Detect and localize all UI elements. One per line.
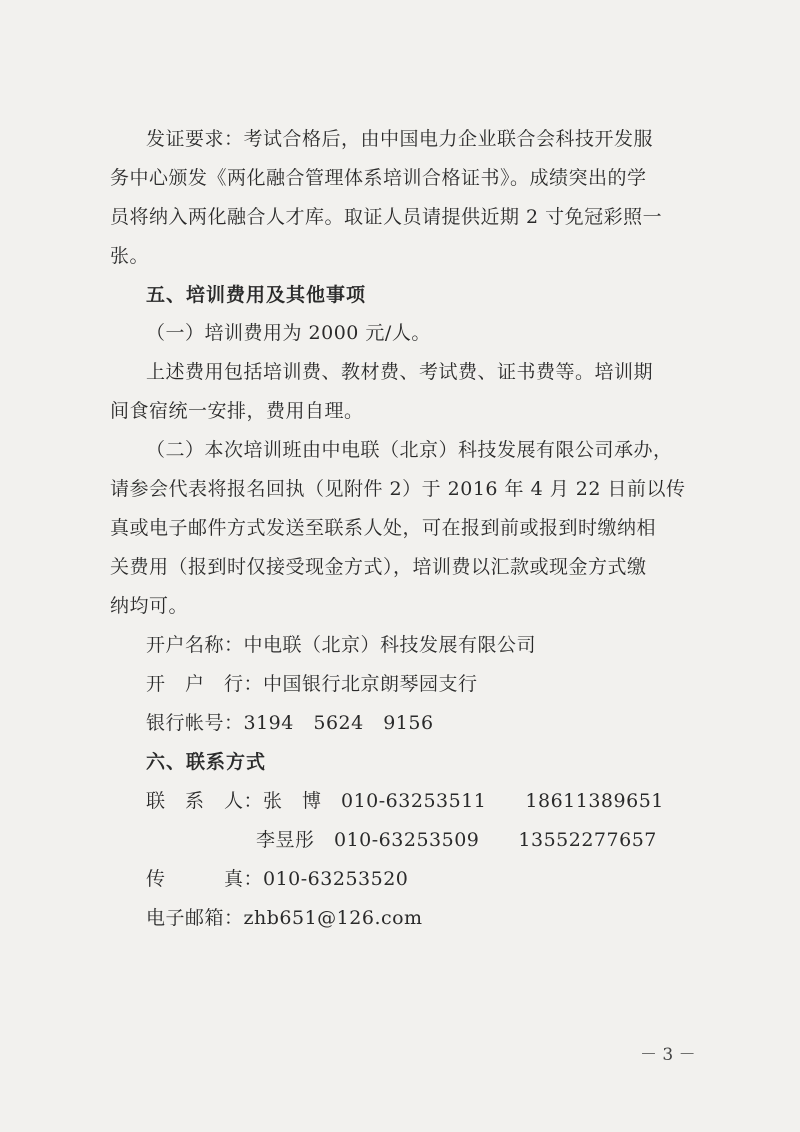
contact-person-2: 李昱彤 010-63253509 13552277657 xyxy=(256,829,657,851)
contact-person-1: 联 系 人：张 博 010-63253511 18611389651 xyxy=(146,790,664,812)
fee-item-2-line-4: 关费用（报到时仅接受现金方式），培训费以汇款或现金方式缴 xyxy=(110,556,647,578)
account-number: 银行帐号：3194 5624 9156 xyxy=(146,712,434,734)
cert-line-2: 务中心颁发《两化融合管理体系培训合格证书》。成绩突出的学 xyxy=(110,167,647,189)
fee-item-1: （一）培训费用为 2000 元/人。 xyxy=(146,322,431,344)
cert-line-3: 员将纳入两化融合人才库。取证人员请提供近期 2 寸免冠彩照一 xyxy=(110,206,663,228)
fee-note-line-1: 上述费用包括培训费、教材费、考试费、证书费等。培训期 xyxy=(146,361,654,383)
fee-item-2-line-1: （二）本次培训班由中电联（北京）科技发展有限公司承办， xyxy=(146,439,673,461)
fee-note-line-2: 间食宿统一安排，费用自理。 xyxy=(110,400,364,422)
fax-number: 传 真：010-63253520 xyxy=(146,868,409,890)
bank-name: 开 户 行：中国银行北京朗琴园支行 xyxy=(146,673,478,695)
fee-item-2-line-5: 纳均可。 xyxy=(110,595,189,617)
fee-item-2-line-2: 请参会代表将报名回执（见附件 2）于 2016 年 4 月 22 日前以传 xyxy=(110,478,686,500)
section-5-heading: 五、培训费用及其他事项 xyxy=(146,284,367,306)
page-number: － 3 － xyxy=(640,1045,696,1065)
cert-line-1: 发证要求：考试合格后，由中国电力企业联合会科技开发服 xyxy=(146,128,654,150)
fee-item-2-line-3: 真或电子邮件方式发送至联系人处，可在报到前或报到时缴纳相 xyxy=(110,517,657,539)
email-address: 电子邮箱：zhb651@126.com xyxy=(146,907,423,929)
section-6-heading: 六、联系方式 xyxy=(146,751,267,773)
account-name: 开户名称：中电联（北京）科技发展有限公司 xyxy=(146,634,537,656)
cert-line-4: 张。 xyxy=(110,245,150,267)
